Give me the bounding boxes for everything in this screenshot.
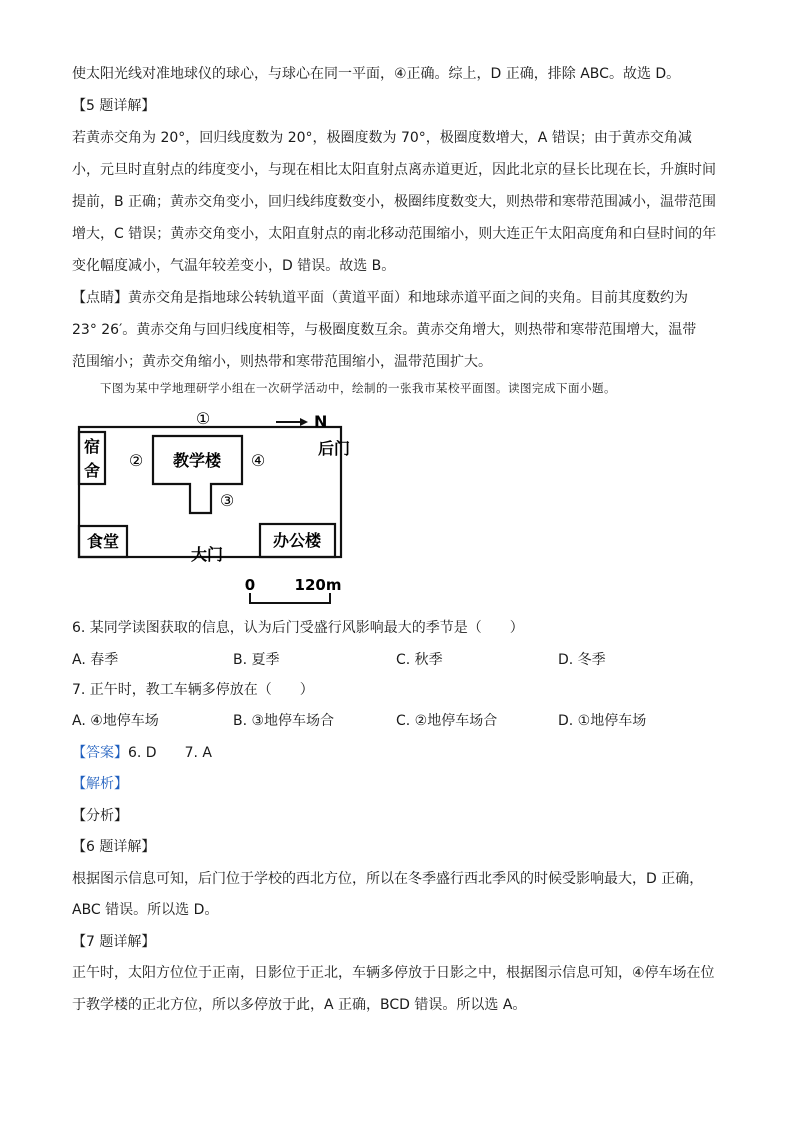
school-map — [60, 400, 380, 610]
question-7: 7. 正午时，教工车辆多停放在（ ） — [72, 682, 314, 698]
paragraph: 变化幅度减小，气温年较差变小，D 错误。故选 B。 — [72, 258, 396, 274]
paragraph: 根据图示信息可知，后门位于学校的西北方位，所以在冬季盛行西北季风的时候受影响最大，D 正确， — [72, 871, 704, 887]
location-4-label: ④ — [250, 451, 266, 470]
dorm-label: 宿 — [83, 437, 101, 456]
q6-option-b: B. 夏季 — [233, 652, 280, 668]
q6-option-d: D. 冬季 — [558, 652, 606, 668]
jiexi-heading: 【解析】 — [72, 776, 128, 792]
scale-zero-label: 0 — [244, 576, 256, 594]
north-label: N — [314, 412, 328, 431]
paragraph: 增大，C 错误；黄赤交角变小，太阳直射点的南北移动范围缩小，则大连正午太阳高度角和白昼时间的年 — [72, 226, 717, 242]
paragraph: 范围缩小；黄赤交角缩小，则热带和寒带范围缩小，温带范围扩大。 — [72, 354, 492, 370]
scale-distance-label: 120m — [294, 576, 342, 594]
answer-label: 【答案】 — [72, 745, 128, 761]
answer-value: 6. D 7. A — [128, 745, 212, 761]
dorm-label: 舍 — [83, 461, 101, 480]
paragraph: 提前，B 正确；黄赤交角变小，回归线纬度数变小，极圈纬度数变大，则热带和寒带范围减小，温带范围 — [72, 194, 717, 210]
q6-option-a: A. 春季 — [72, 652, 119, 668]
q6-option-c: C. 秋季 — [396, 652, 443, 668]
paragraph: 若黄赤交角为 20°，回归线度数为 20°，极圈度数为 70°，极圈度数增大，A 错误；由于黄赤交角减 — [72, 130, 692, 146]
paragraph: 正午时，太阳方位位于正南，日影位于正北，车辆多停放于日影之中，根据图示信息可知，④停车场在位 — [72, 965, 715, 981]
scale-bar — [250, 593, 330, 603]
main-gate-label: 大门 — [190, 545, 224, 564]
teaching-building-label: 教学楼 — [172, 451, 222, 470]
q7-option-b: B. ③地停车场合 — [233, 713, 335, 729]
answer-row — [72, 743, 212, 763]
paragraph: 23° 26′。黄赤交角与回归线度相等，与极圈度数互余。黄赤交角增大，则热带和寒带范围增大，温带 — [72, 322, 697, 338]
dianjing-paragraph: 【点睛】黄赤交角是指地球公转轨道平面（黄道平面）和地球赤道平面之间的夹角。目前其度数约为 — [72, 290, 688, 306]
back-gate-label: 后门 — [317, 439, 351, 458]
office-label: 办公楼 — [272, 531, 322, 550]
q7-option-a: A. ④地停车场 — [72, 713, 159, 729]
q7-option-c: C. ②地停车场合 — [396, 713, 498, 729]
location-2-label: ② — [128, 451, 144, 470]
q7-option-d: D. ①地停车场 — [558, 713, 647, 729]
location-1-label: ① — [195, 409, 211, 428]
q6-detail-heading: 【6 题详解】 — [72, 839, 156, 855]
question-6: 6. 某同学读图获取的信息，认为后门受盛行风影响最大的季节是（ ） — [72, 620, 524, 636]
paragraph: ABC 错误。所以选 D。 — [72, 902, 219, 918]
paragraph: 小，元旦时直射点的纬度变小，与现在相比太阳直射点离赤道更近，因此北京的昼长比现在长，升旗时间 — [72, 162, 716, 178]
question-intro: 下图为某中学地理研学小组在一次研学活动中，绘制的一张我市某校平面图。读图完成下面小题。 — [100, 381, 616, 395]
fenxi-heading: 【分析】 — [72, 808, 128, 824]
canteen-label: 食堂 — [86, 532, 120, 551]
section-heading: 【5 题详解】 — [72, 98, 156, 114]
north-arrow-icon — [300, 418, 308, 426]
q7-detail-heading: 【7 题详解】 — [72, 934, 156, 950]
paragraph: 于教学楼的正北方位，所以多停放于此，A 正确，BCD 错误。所以选 A。 — [72, 997, 527, 1013]
location-3-label: ③ — [219, 491, 235, 510]
paragraph: 使太阳光线对准地球仪的球心，与球心在同一平面，④正确。综上，D 正确，排除 ABC。故选 D。 — [72, 66, 681, 82]
